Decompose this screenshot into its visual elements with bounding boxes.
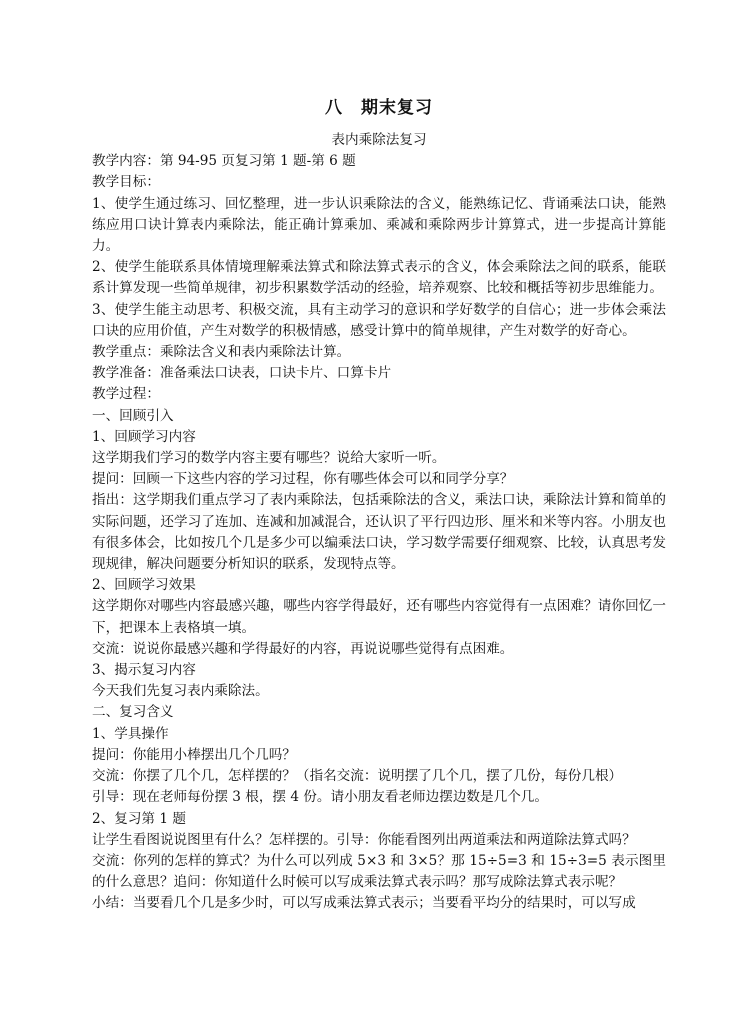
objective-3: 3、使学生能主动思考、积极交流，具有主动学习的意识和学好数学的自信心；进一步体会乘法口诀的应用价值，产生对数学的积极情感，感受计算中的简单规律，产生对数学的好奇心。 — [92, 301, 666, 339]
objectives-heading: 教学目标： — [92, 174, 160, 191]
document-subtitle: 表内乘除法复习 — [331, 132, 427, 148]
section-2-heading: 二、复习含义 — [92, 704, 174, 721]
document-title — [92, 96, 666, 120]
paragraph: 提问：你能用小棒摆出几个几吗？ — [92, 746, 296, 763]
objective-2: 2、使学生能联系具体情境理解乘法算式和除法算式表示的含义，体会乘除法之间的联系，能联系计算发现一些简单规律，初步积累数学活动的经验，培养观察、比较和概括等初步思维能力。 — [92, 259, 666, 297]
paragraph: 让学生看图说说图里有什么？怎样摆的。引导：你能看图列出两道乘法和两道除法算式吗？ — [92, 831, 636, 848]
subsection-2-1: 1、学具操作 — [92, 725, 169, 742]
document-page — [92, 96, 666, 915]
subsection-1-1: 1、回顾学习内容 — [92, 428, 196, 445]
paragraph: 指出：这学期我们重点学习了表内乘除法，包括乘除法的含义，乘法口诀，乘除法计算和简单的实际问题，还学习了连加、连减和加减混合，还认识了平行四边形、厘米和米等内容。小朋友也有很多体会，比如按几个几是多少可以编乘法口诀，学习数学需要仔细观察、比较，认真思考发现规律，解决问题要分析知识的联系，发现特点等。 — [92, 492, 666, 573]
teaching-preparation: 教学准备：准备乘法口诀表，口诀卡片、口算卡片 — [92, 365, 392, 382]
subsection-2-2: 2、复习第 1 题 — [92, 810, 186, 827]
title-chapter: 八 — [325, 98, 343, 118]
paragraph: 今天我们先复习表内乘除法。 — [92, 683, 269, 700]
paragraph: 交流：你列的怎样的算式？为什么可以列成 5×3 和 3×5？那 15÷5=3 和 15÷3=5 表示图里的什么意思？追问：你知道什么时候可以写成乘法算式表示吗？那写成除法算式表示呢？ — [92, 852, 666, 891]
process-heading: 教学过程： — [92, 386, 160, 403]
paragraph: 小结：当要看几个几是多少时，可以写成乘法算式表示；当要看平均分的结果时，可以写成 — [92, 895, 636, 912]
paragraph: 交流：你摆了几个几，怎样摆的？（指名交流：说明摆了几个几，摆了几份，每份几根） — [92, 768, 623, 785]
subsection-1-2: 2、回顾学习效果 — [92, 577, 196, 594]
paragraph: 这学期你对哪些内容最感兴趣，哪些内容学得最好，还有哪些内容觉得有一点困难？请你回忆一下，把课本上表格填一填。 — [92, 598, 666, 636]
teaching-focus: 教学重点：乘除法含义和表内乘除法计算。 — [92, 344, 351, 361]
paragraph: 提问：回顾一下这些内容的学习过程，你有哪些体会可以和同学分享？ — [92, 471, 514, 488]
section-1-heading: 一、回顾引入 — [92, 407, 174, 424]
subsection-1-3: 3、揭示复习内容 — [92, 662, 196, 679]
paragraph: 这学期我们学习的数学内容主要有哪些？说给大家听一听。 — [92, 450, 446, 467]
teaching-content: 教学内容：第 94-95 页复习第 1 题-第 6 题 — [92, 153, 356, 170]
title-text: 期末复习 — [361, 98, 433, 118]
objective-1: 1、使学生通过练习、回忆整理，进一步认识乘除法的含义，能熟练记忆、背诵乘法口诀，能熟练应用口诀计算表内乘除法，能正确计算乘加、乘减和乘除两步计算算式，进一步提高计算能力。 — [92, 195, 666, 255]
paragraph: 交流：说说你最感兴趣和学得最好的内容，再说说哪些觉得有点困难。 — [92, 640, 514, 657]
paragraph: 引导：现在老师每份摆 3 根，摆 4 份。请小朋友看老师边摆边数是几个几。 — [92, 789, 548, 806]
